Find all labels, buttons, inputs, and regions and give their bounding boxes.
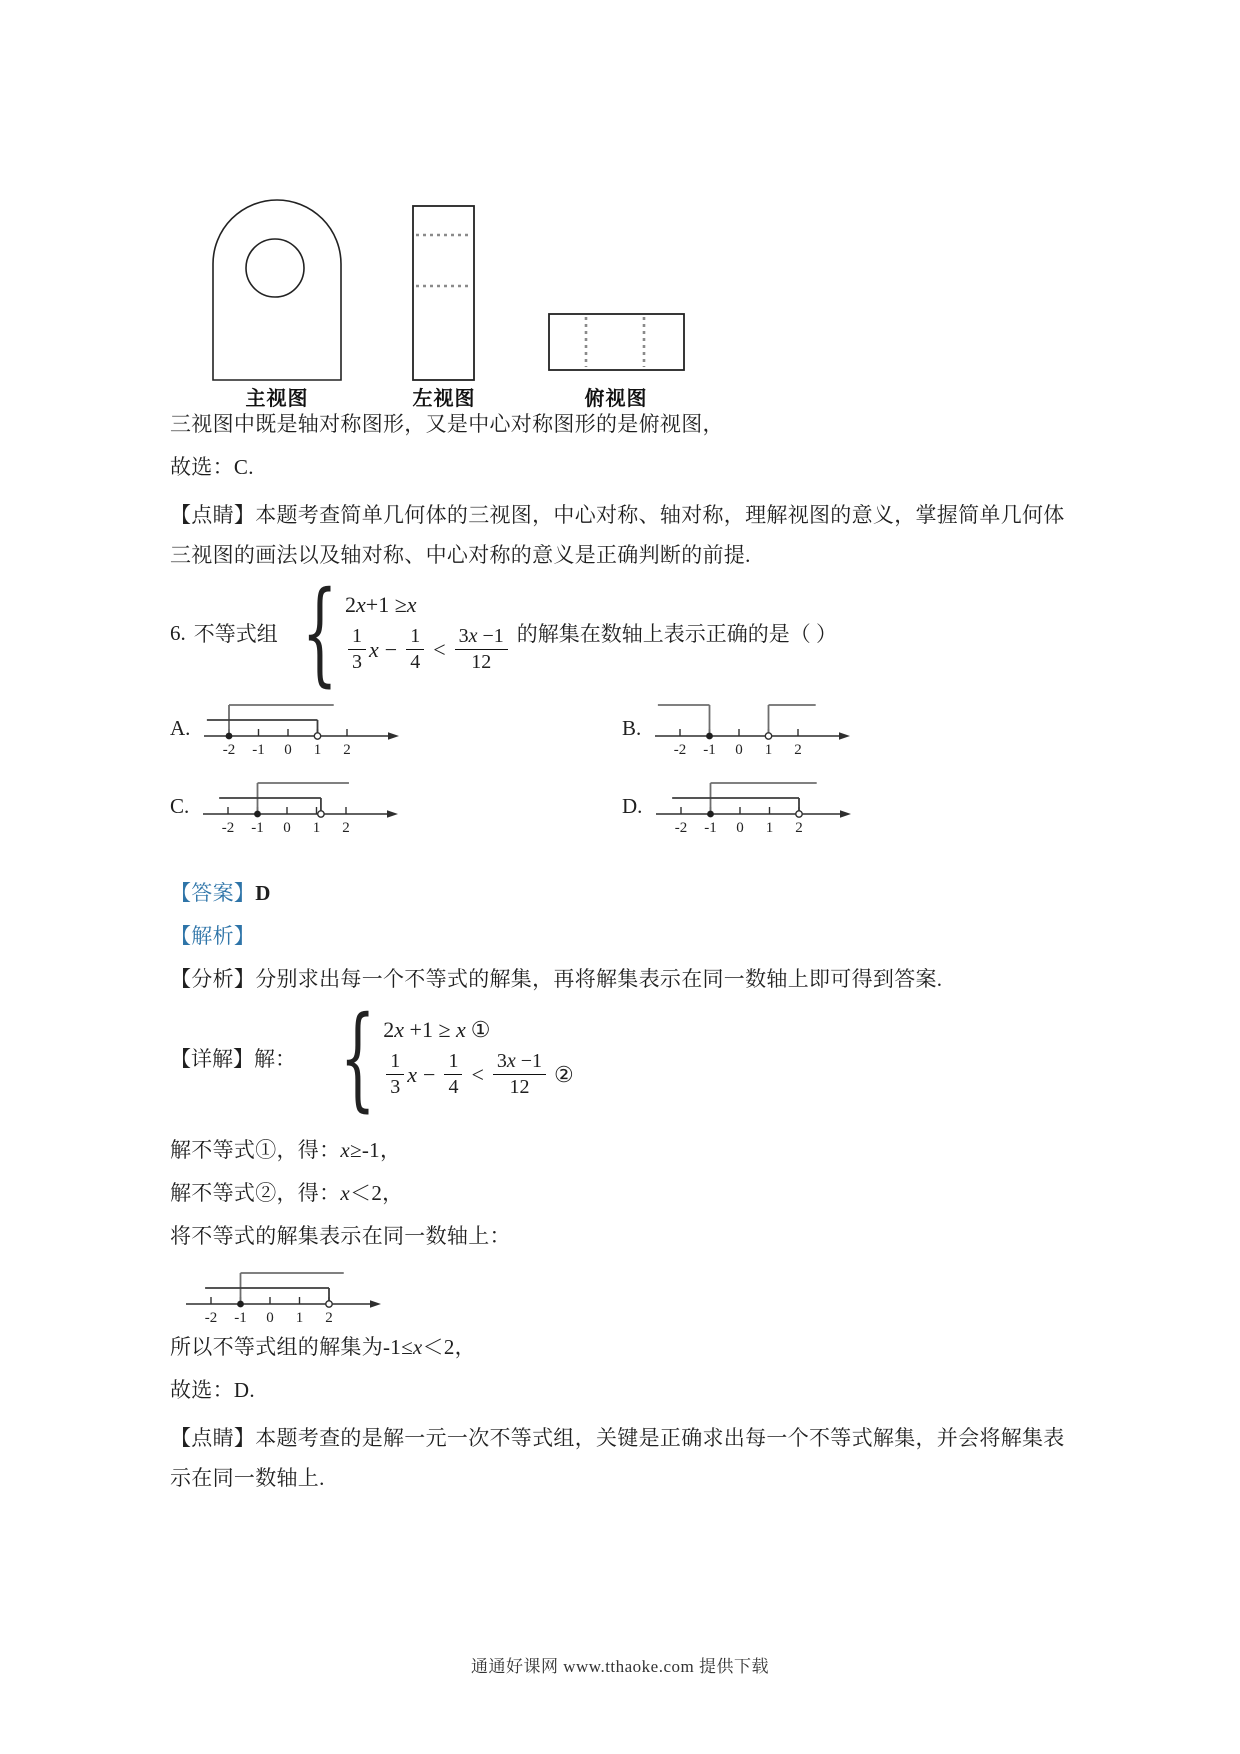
inequality-system-tagged — [322, 992, 574, 1123]
svg-text:-1: -1 — [251, 819, 265, 836]
solution-number-line — [182, 1264, 384, 1328]
svg-text:-2: -2 — [223, 741, 236, 758]
svg-text:0: 0 — [266, 1309, 274, 1326]
svg-text:1: 1 — [295, 1309, 304, 1326]
inequality-system — [284, 568, 511, 698]
analysis-text: 【分析】分别求出每一个不等式的解集，再将解集表示在同一数轴上即可得到答案. — [170, 966, 943, 991]
option-A-label: A. — [170, 715, 191, 740]
inequality-2-tagged: $\frac{1}{3}$ x − $\frac{1}{4}$ < $\frac{3x -1}{12}$ ② — [383, 1050, 574, 1099]
q5-solution-line: 三视图中既是轴对称图形，又是中心对称图形的是俯视图， — [170, 412, 724, 436]
detailed-solution — [170, 992, 1070, 1123]
question-lead-text: 不等式组 — [193, 622, 278, 647]
svg-text:1: 1 — [314, 741, 322, 758]
top-view-drawing — [548, 313, 685, 371]
detail-label: 【详解】解： — [170, 1047, 296, 1072]
svg-text:1: 1 — [766, 819, 774, 836]
answer-value: D — [255, 880, 271, 905]
answer-line — [170, 878, 1070, 908]
option-C-number-line — [199, 774, 401, 838]
q6-remark: 【点睛】本题考查的是解一元一次不等式组，关键是正确求出每一个不等式解集，并会将解集表示在同一数轴上. — [170, 1425, 1065, 1490]
top-view-label: 俯视图 — [584, 388, 648, 410]
q5-choice-line: 故选：C. — [170, 455, 254, 479]
brace-glyph: { — [301, 568, 338, 698]
question-number: 6. — [170, 620, 186, 645]
q6-choice-line: 故选：D. — [170, 1377, 255, 1402]
fraction-3x-1-over-12: $\frac{3x -1}{12}$ — [455, 625, 508, 674]
answer-label: 【答案】 — [170, 880, 256, 905]
front-view-label: 主视图 — [245, 388, 309, 410]
svg-text:-2: -2 — [674, 741, 687, 758]
step-2: 解不等式②，得：x＜2， — [170, 1180, 404, 1205]
fraction-one-third: $\frac{1}{3}$ — [348, 625, 366, 674]
q5-remark: 【点睛】本题考查简单几何体的三视图，中心对称、轴对称，理解视图的意义，掌握简单几何体三视图的画法以及轴对称、中心对称的意义是正确判断的前提. — [170, 503, 1065, 567]
answer-options — [170, 696, 1070, 838]
option-B-number-line — [651, 696, 853, 760]
option-D — [622, 774, 1070, 838]
svg-text:2: 2 — [343, 741, 352, 758]
option-C-label: C. — [170, 793, 190, 818]
tag-1: ① — [470, 1017, 491, 1043]
svg-text:1: 1 — [765, 741, 773, 758]
svg-text:-1: -1 — [234, 1309, 247, 1326]
step-3: 将不等式的解集表示在同一数轴上： — [170, 1223, 511, 1248]
svg-text:0: 0 — [736, 819, 745, 836]
question-6 — [170, 568, 1070, 698]
svg-text:0: 0 — [284, 741, 293, 758]
inequality-1: 2 x +1 ≥ x — [345, 592, 417, 618]
svg-text:-2: -2 — [675, 819, 688, 836]
question-tail-text: 的解集在数轴上表示正确的是（ ） — [516, 622, 838, 647]
option-B — [622, 696, 1070, 760]
tag-2: ② — [554, 1061, 574, 1087]
svg-text:-1: -1 — [703, 741, 717, 758]
three-view-diagram — [170, 150, 1070, 410]
svg-text:0: 0 — [735, 741, 744, 758]
step-1: 解不等式①，得：x≥-1， — [170, 1137, 402, 1162]
front-view-drawing — [212, 199, 342, 381]
svg-text:2: 2 — [795, 819, 804, 836]
brace-glyph: { — [339, 992, 376, 1123]
svg-text:-1: -1 — [252, 741, 266, 758]
conclusion-line: 所以不等式组的解集为-1≤x＜2， — [170, 1334, 476, 1359]
option-A-number-line — [200, 696, 402, 760]
fraction-one-quarter: $\frac{1}{4}$ — [406, 625, 424, 674]
svg-text:2: 2 — [794, 741, 803, 758]
svg-text:-2: -2 — [222, 819, 235, 836]
svg-text:-2: -2 — [204, 1309, 218, 1326]
inequality-1-tagged: 2x +1 ≥ x ① — [383, 1017, 491, 1043]
solution-number-line-wrap — [182, 1264, 1070, 1328]
option-C — [170, 774, 622, 838]
analysis-label: 【解析】 — [170, 923, 256, 948]
svg-text:0: 0 — [283, 819, 292, 836]
svg-text:1: 1 — [313, 819, 321, 836]
page-footer: 通通好课网 www.tthaoke.com 提供下载 — [470, 1657, 770, 1676]
option-A — [170, 696, 622, 760]
option-D-number-line — [652, 774, 854, 838]
option-D-label: D. — [622, 793, 643, 818]
svg-text:2: 2 — [342, 819, 351, 836]
inequality-2: $\frac{1}{3}$ x − $\frac{1}{4}$ < $\frac{3x -1}{12}$ — [345, 625, 511, 674]
side-view-label: 左视图 — [412, 388, 476, 410]
option-B-label: B. — [622, 715, 642, 740]
svg-text:-1: -1 — [704, 819, 718, 836]
svg-text:2: 2 — [325, 1309, 333, 1326]
side-view-drawing — [412, 205, 475, 381]
